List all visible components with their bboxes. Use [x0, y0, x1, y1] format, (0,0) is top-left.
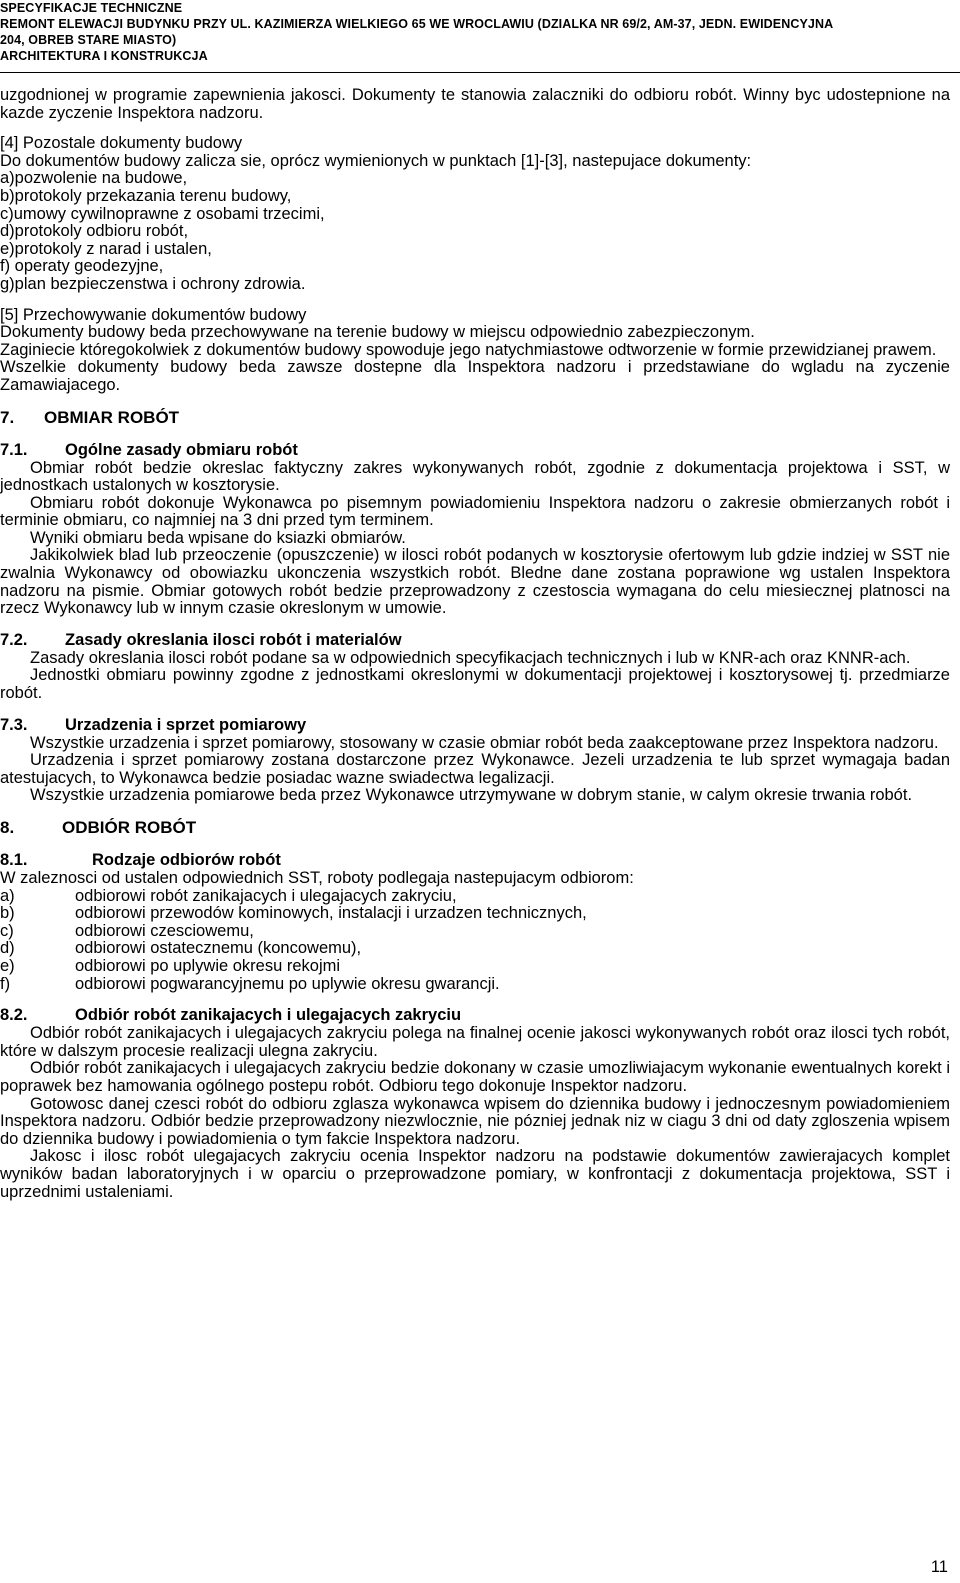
list-item: f) odbiorowi pogwarancyjnemu po uplywie okresu gwarancji.: [0, 974, 500, 993]
header-rule: [0, 72, 960, 73]
header-line-2: REMONT ELEWACJI BUDYNKU PRZY UL. KAZIMIERZA WIELKIEGO 65 WE WROCLAWIU (DZIALKA NR 69/2, AM-37, JEDN. EWIDENCYJNA: [0, 17, 834, 31]
section-7-3-paragraph-3: Wszystkie urzadzenia pomiarowe beda przez Wykonawce utrzymywane w dobrym stanie, w calym okresie trwania robót.: [30, 786, 913, 805]
section-8-1-list: [0, 888, 950, 994]
list-item: a)pozwolenie na budowe,: [0, 169, 188, 188]
section-8-1-heading: 8.1. Rodzaje odbiorów robót: [0, 851, 281, 869]
section-7-heading: 7. OBMIAR ROBÓT: [0, 407, 180, 427]
s5-paragraph-1: Dokumenty budowy beda przechowywane na terenie budowy w miejscu odpowiednio zabezpieczonym.: [0, 323, 755, 342]
document-header: [0, 0, 960, 64]
header-line-4: ARCHITEKTURA I KONSTRUKCJA: [0, 49, 208, 63]
list-item: d) odbiorowi ostatecznemu (koncowemu),: [0, 939, 362, 958]
list-item: b) odbiorowi przewodów kominowych, instalacji i urzadzen technicznych,: [0, 904, 587, 923]
section-8-1-lead: W zaleznosci od ustalen odpowiednich SST, roboty podlegaja nastepujacym odbiorom:: [0, 869, 634, 887]
list-item: e)protokoly z narad i ustalen,: [0, 239, 212, 258]
section-7-3-heading: 7.3. Urzadzenia i sprzet pomiarowy: [0, 715, 307, 734]
section-7-3-paragraph-1: Wszystkie urzadzenia i sprzet pomiarowy, stosowany w czasie obmiar robót beda zaakceptowane przez Inspektora nadzoru.: [30, 733, 939, 752]
s4-lead: Do dokumentów budowy zalicza sie, oprócz wymienionych w punktach [1]-[3], nastepujace dokumenty:: [0, 151, 752, 170]
section-7-3-paragraph-2: Urzadzenia i sprzet pomiarowy zostana dostarczone przez Wykonawce. Jezeli urzadzenia te lub sprzet wymagaja badan atestujacych, to Wykonawca bedzie posiadac wazne swiadectwa legalizacji.: [0, 751, 950, 787]
s4-list: [0, 170, 950, 293]
s5-paragraph-3: Wszelkie dokumenty budowy beda zawsze dostepne dla Inspektora nadzoru i przedstawiane do wgladu na zyczenie Zamawiajacego.: [0, 358, 950, 394]
section-8-heading: 8. ODBIÓR ROBÓT: [0, 818, 197, 837]
list-item: d)protokoly odbioru robót,: [0, 222, 189, 241]
section-7-1-paragraph-1: Obmiar robót bedzie okreslac faktyczny zakres wykonywanych robót, zgodnie z dokumentacja projektowa i SST, w jednostkach ustalonych w kosztorysie.: [0, 458, 950, 495]
section-7-2-paragraph-1: Zasady okreslania ilosci robót podane sa w odpowiednich specyfikacjach technicznych i lub w KNR-ach oraz KNNR-ach.: [30, 648, 911, 667]
section-8-2-paragraph-4: Jakosc i ilosc robót ulegajacych zakryciu ocenia Inspektor nadzoru na podstawie dokumentów zawierajacych komplet wyników badan laboratoryjnych i w oparciu o przeprowadzone pomiary, w konfrontacji z dokumentacja projektowa, SST i uprzednimi ustaleniami.: [0, 1147, 950, 1201]
section-7-2-heading: 7.2. Zasady okreslania ilosci robót i materialów: [0, 630, 402, 649]
section-8-2-paragraph-3: Gotowosc danej czesci robót do odbioru zglasza wykonawca wpisem do dziennika budowy i jednoczesnym powiadomieniem Inspektora nadzoru. Odbiór bedzie przeprowadzony niezwlocznie, nie pózniej jednak niz w ciagu 3 dni od daty zgloszenia wpisem do dziennika budowy i powiadomienia o tym fakcie Inspektora nadzoru.: [0, 1094, 950, 1148]
list-item: b)protokoly przekazania terenu budowy,: [0, 186, 292, 205]
list-item: a) odbiorowi robót zanikajacych i ulegajacych zakryciu,: [0, 886, 457, 905]
section-7-1-heading: 7.1. Ogólne zasady obmiaru robót: [0, 440, 298, 459]
section-7-1-paragraph-4: Jakikolwiek blad lub przeoczenie (opuszczenie) w ilosci robót podanych w kosztorysie ofertowym lub gdzie indziej w SST nie zwalnia Wykonawcy od obowiazku ukonczenia wszystkich robót. Bledne dane zostana poprawione wg ustalen Inspektora nadzoru na pismie. Obmiar gotowych robót bedzie przeprowadzony z czestoscia wymagana do celu miesiecznej platnosci na rzecz Wykonawcy lub w innym czasie okreslonym w umowie.: [0, 546, 950, 618]
list-item: e) odbiorowi po uplywie okresu rekojmi: [0, 956, 341, 975]
s5-title: [5] Przechowywanie dokumentów budowy: [0, 305, 307, 324]
page-body: [0, 87, 950, 1201]
list-item: f) operaty geodezyjne,: [0, 257, 164, 276]
list-item: c) odbiorowi czesciowemu,: [0, 921, 254, 940]
section-8-2-paragraph-1: Odbiór robót zanikajacych i ulegajacych zakryciu polega na finalnej ocenie jakosci wykonywanych robót oraz ilosci tych robót, które w dalszym procesie realizacji ulegna zakryciu.: [0, 1024, 950, 1060]
s5-paragraph-2: Zaginiecie któregokolwiek z dokumentów budowy spowoduje jego natychmiastowe odtworzenie w formie przewidzianej prawem.: [0, 340, 937, 359]
list-item: g)plan bezpieczenstwa i ochrony zdrowia.: [0, 274, 306, 293]
header-line-3: 204, OBREB STARE MIASTO): [0, 33, 177, 47]
section-7-1-paragraph-3: Wyniki obmiaru beda wpisane do ksiazki obmiarów.: [30, 528, 406, 547]
section-8-2-heading: 8.2. Odbiór robót zanikajacych i ulegajacych zakryciu: [0, 1006, 462, 1025]
intro-paragraph: uzgodnionej w programie zapewnienia jakosci. Dokumenty te stanowia zalaczniki do odbioru robót. Winny byc udostepnione na kazde zyczenie Inspektora nadzoru.: [0, 86, 950, 122]
page-number: 11: [930, 1558, 948, 1576]
section-8-2-paragraph-2: Odbiór robót zanikajacych i ulegajacych zakryciu bedzie dokonany w czasie umozliwiajacym wykonanie ewentualnych korekt i poprawek bez hamowania ogólnego postepu robót. Odbioru tego dokonuje Inspektor nadzoru.: [0, 1059, 950, 1095]
list-item: c)umowy cywilnoprawne z osobami trzecimi,: [0, 204, 325, 223]
s4-title: [4] Pozostale dokumenty budowy: [0, 134, 243, 153]
header-line-1: SPECYFIKACJE TECHNICZNE: [0, 1, 183, 15]
section-7-1-paragraph-2: Obmiaru robót dokonuje Wykonawca po pisemnym powiadomieniu Inspektora nadzoru o zakresie obmierzanych robót i terminie obmiaru, co najmniej na 3 dni przed tym terminem.: [0, 493, 950, 530]
section-7-2-paragraph-2: Jednostki obmiaru powinny zgodne z jednostkami okreslonymi w dokumentacji projektowej i kosztorysowej tj. przedmiarze robót.: [0, 666, 950, 703]
